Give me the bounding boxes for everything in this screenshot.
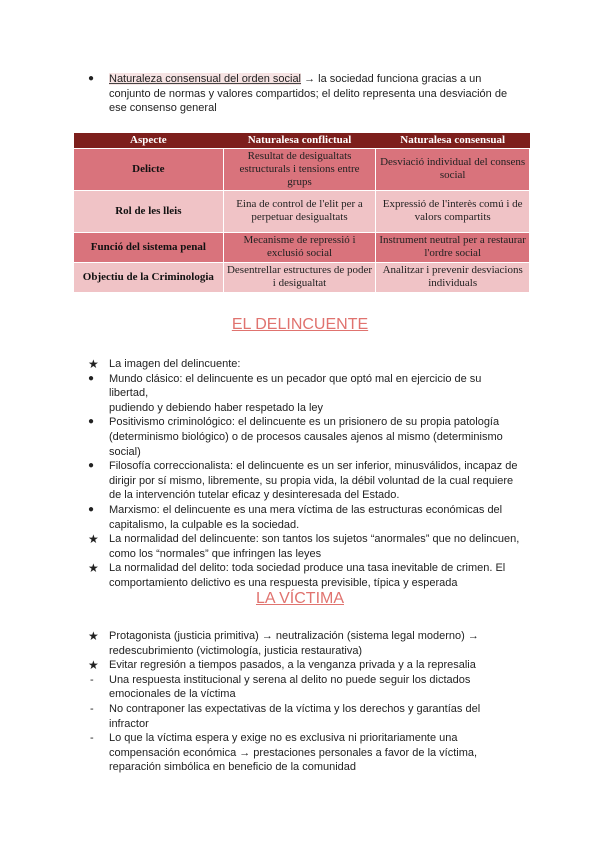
list-item (0, 372, 600, 416)
list-item (0, 459, 600, 503)
list-item (0, 357, 600, 372)
header-aspect: Aspecte (74, 133, 224, 148)
cell-conflictual: Mecanisme de repressió i exclusió social (223, 232, 376, 262)
list-item-line: social) (109, 445, 141, 458)
table-row (74, 232, 530, 262)
list-item-line: Filosofía correccionalista: el delincuente es un ser inferior, minusválidos, incapaz de (109, 460, 518, 473)
header-conflictual: Naturalesa conflictual (223, 133, 376, 148)
star-icon: ★ (88, 658, 99, 673)
table-row (74, 262, 530, 292)
list-item (0, 532, 600, 561)
header-consensual: Naturalesa consensual (376, 133, 530, 148)
dash-marker: - (90, 732, 94, 745)
table-header-row (74, 133, 530, 148)
cell-conflictual: Eina de control de l'elit per a perpetuar desigualtats (223, 190, 376, 232)
list-item-line: Positivismo criminológico: el delincuente es un prisionero de su propia patología (109, 416, 500, 429)
list-item-line: compensación económica → prestaciones personales a favor de la víctima, (109, 746, 478, 759)
cell-aspect: Funció del sistema penal (74, 232, 224, 262)
list-item (0, 629, 600, 658)
table-row (74, 148, 530, 190)
list-item-line: Lo que la víctima espera y exige no es exclusiva ni prioritariamente una (109, 732, 458, 745)
list-item-line: La normalidad del delito: toda sociedad produce una tasa inevitable de crimen. El (109, 562, 506, 575)
victima-list (0, 629, 600, 775)
list-item (0, 673, 600, 702)
comparison-table (73, 133, 530, 293)
cell-conflictual: Resultat de desigualtats estructurals i tensions entre grups (223, 148, 376, 190)
list-item-line: Marxismo: el delincuente es una mera víctima de las estructuras económicas del (109, 503, 503, 516)
cell-aspect: Delicte (74, 148, 224, 190)
bullet-marker: ● (88, 503, 95, 515)
intro-line-2: conjunto de normas y valores compartidos; el delito representa una desviación de (109, 87, 508, 100)
star-icon: ★ (88, 629, 99, 643)
cell-aspect: Rol de les lleis (74, 190, 224, 232)
section-title-victima: LA VÍCTIMA (255, 590, 345, 607)
cell-consensual: Desviació individual del consens social (376, 148, 530, 190)
cell-conflictual: Desentrellar estructures de poder i desigualtat (223, 262, 376, 292)
list-item-line: capitalismo, la culpable es la sociedad. (109, 518, 300, 531)
list-item-line: emocionales de la víctima (109, 688, 236, 701)
list-item-line: Protagonista (justicia primitiva) → neutralización (sistema legal moderno) → (109, 630, 479, 642)
list-item (0, 731, 600, 775)
list-item (0, 503, 600, 532)
intro-text: → la sociedad funciona gracias a un (301, 73, 482, 85)
intro-line-3: ese consenso general (109, 102, 217, 115)
list-item-line: Una respuesta institucional y serena al delito no puede seguir los dictados (109, 673, 471, 686)
list-item-line: comportamiento delictivo es una respuesta previsible, típica y esperada (109, 576, 458, 589)
list-item-line: dirigir por sí mismo, libremente, su propia vida, la débil voluntad de la cual requiere (109, 474, 514, 487)
cell-consensual: Analitzar i prevenir desviacions individuals (376, 262, 530, 292)
star-icon: ★ (88, 561, 99, 576)
list-item-line: redescubrimiento (victimología, justicia restaurativa) (109, 644, 363, 657)
table-row (74, 190, 530, 232)
list-item-line: La imagen del delincuente: (109, 358, 241, 370)
cell-consensual: Instrument neutral per a restaurar l'ordre social (376, 232, 530, 262)
cell-aspect: Objectiu de la Criminologia (74, 262, 224, 292)
list-item-line: infractor (109, 717, 149, 730)
section-title-delincuente: EL DELINCUENTE (231, 316, 369, 333)
delincuente-list (0, 357, 600, 591)
bullet-marker: ● (88, 73, 95, 84)
list-item (0, 415, 600, 459)
list-item-line: No contraponer las expectativas de la víctima y los derechos y garantías del (109, 702, 481, 715)
list-item (0, 658, 600, 673)
intro-bullet (0, 72, 600, 116)
star-icon: ★ (88, 532, 99, 547)
bullet-marker: ● (88, 372, 95, 384)
list-item-line: pudiendo y debiendo haber respetado la ley (109, 401, 324, 414)
list-item-line: de la intervención tutelar eficaz y desinteresada del Estado. (109, 489, 400, 502)
consensual-nature-link[interactable]: Naturaleza consensual del orden social (109, 73, 302, 85)
list-item-line: (determinismo biológico) o de procesos causales ajenos al mismo (determinismo (109, 430, 503, 443)
dash-marker: - (90, 673, 94, 686)
list-item-line: reparación simbólica en beneficio de la comunidad (109, 761, 357, 774)
list-item-line: Mundo clásico: el delincuente es un pecador que optó mal en ejercicio de su libertad, (109, 372, 482, 400)
list-item (0, 561, 600, 590)
dash-marker: - (90, 702, 94, 715)
bullet-marker: ● (88, 416, 95, 428)
list-item-line: La normalidad del delincuente: son tantos los sujetos “anormales” que no delincuen, (109, 533, 520, 546)
list-item-line: Evitar regresión a tiempos pasados, a la venganza privada y a la represalia (109, 659, 476, 672)
cell-consensual: Expressió de l'interès comú i de valors compartits (376, 190, 530, 232)
list-item-line: como los “normales” que infringen las leyes (109, 547, 322, 560)
star-icon: ★ (88, 357, 99, 371)
bullet-marker: ● (88, 460, 95, 472)
list-item (0, 702, 600, 731)
